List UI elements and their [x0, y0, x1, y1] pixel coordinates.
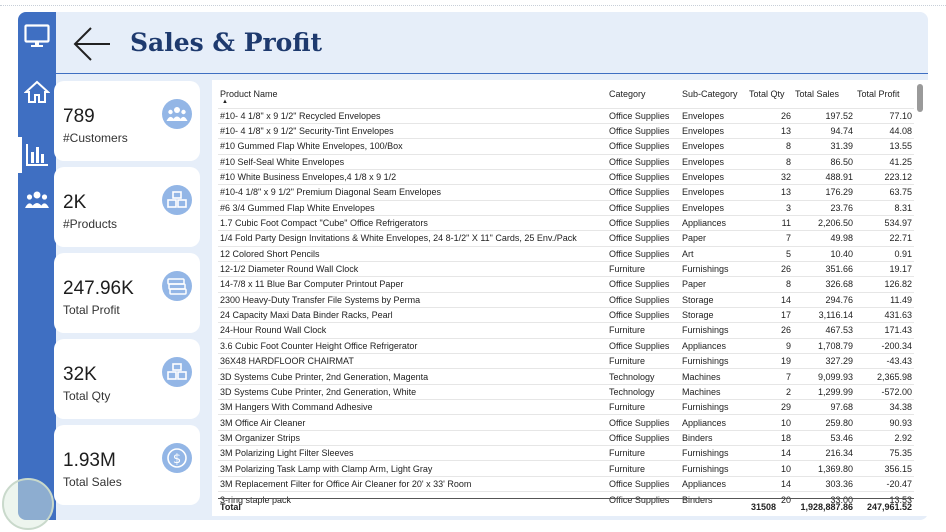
table-cell: 11	[747, 215, 793, 230]
table-cell: 431.63	[855, 307, 914, 322]
table-cell: 14-7/8 x 11 Blue Bar Computer Printout Paper	[218, 277, 607, 292]
nav-rail	[18, 12, 56, 520]
table-cell: #10 Self-Seal White Envelopes	[218, 154, 607, 169]
table-cell: 2300 Heavy-Duty Transfer File Systems by Perma	[218, 292, 607, 307]
table-cell: 12-1/2 Diameter Round Wall Clock	[218, 261, 607, 276]
table-cell: 10	[747, 461, 793, 476]
table-cell: Furnishings	[680, 323, 747, 338]
table-cell: 10.40	[793, 246, 855, 261]
table-cell: Furniture	[607, 323, 680, 338]
table-cell: 327.29	[793, 354, 855, 369]
table-cell: 3	[747, 200, 793, 215]
table-cell: Office Supplies	[607, 123, 680, 138]
table-cell: 44.08	[855, 123, 914, 138]
table-cell: 32	[747, 169, 793, 184]
boxes-icon	[162, 185, 192, 215]
table-cell: 10	[747, 415, 793, 430]
table-cell: 13	[747, 185, 793, 200]
table-cell: Office Supplies	[607, 139, 680, 154]
table-cell: 53.46	[793, 430, 855, 445]
table-cell: 13.55	[855, 139, 914, 154]
table-cell: 19	[747, 354, 793, 369]
table-cell: 3,116.14	[793, 307, 855, 322]
table-cell: -200.34	[855, 338, 914, 353]
table-cell: Furniture	[607, 400, 680, 415]
table-cell: Office Supplies	[607, 200, 680, 215]
table-cell: 534.97	[855, 215, 914, 230]
boxes-icon	[162, 357, 192, 387]
sort-ascending-icon: ▲	[222, 99, 228, 105]
table-cell: 13	[747, 123, 793, 138]
table-cell: Office Supplies	[607, 292, 680, 307]
table-cell: 351.66	[793, 261, 855, 276]
total-qty: 31508	[750, 502, 776, 512]
total-profit: 247,961.52	[866, 502, 912, 512]
monitor-icon	[24, 24, 50, 48]
table-cell: 216.34	[793, 446, 855, 461]
table-row[interactable]	[218, 246, 914, 261]
table-cell: Office Supplies	[607, 185, 680, 200]
table-cell: Machines	[680, 369, 747, 384]
table-cell: #6 3/4 Gummed Flap White Envelopes	[218, 200, 607, 215]
table-row[interactable]	[218, 369, 914, 384]
table-cell: Office Supplies	[607, 169, 680, 184]
table-row[interactable]	[218, 292, 914, 307]
table-cell: 8	[747, 154, 793, 169]
table-cell: 9	[747, 338, 793, 353]
kpi-card-customers	[54, 81, 200, 161]
table-cell: 488.91	[793, 169, 855, 184]
kpi-label: Total Qty	[63, 389, 111, 403]
page-header	[56, 12, 928, 74]
table-cell: #10- 4 1/8" x 9 1/2" Recycled Envelopes	[218, 108, 607, 123]
table-cell: Envelopes	[680, 169, 747, 184]
table-cell: Furnishings	[680, 354, 747, 369]
table-cell: 3M Hangers With Command Adhesive	[218, 400, 607, 415]
product-table	[212, 80, 928, 516]
table-cell: Paper	[680, 277, 747, 292]
table-cell: 126.82	[855, 277, 914, 292]
table-cell: 3.6 Cubic Foot Counter Height Office Refrigerator	[218, 338, 607, 353]
table-row[interactable]	[218, 169, 914, 184]
table-cell: 14	[747, 476, 793, 491]
kpi-value: 32K	[63, 364, 97, 385]
table-cell: 3M Replacement Filter for Office Air Cleaner for 20' x 33' Room	[218, 476, 607, 491]
table-cell: 20	[747, 492, 793, 507]
table-cell: 26	[747, 323, 793, 338]
table-cell: 7	[747, 369, 793, 384]
back-arrow-icon[interactable]	[72, 26, 112, 62]
table-cell: 1/4 Fold Party Design Invitations & White Envelopes, 24 8-1/2" X 11" Cards, 25 Env./Pack	[218, 231, 607, 246]
table-cell: 24 Capacity Maxi Data Binder Racks, Pearl	[218, 307, 607, 322]
table-cell: 26	[747, 261, 793, 276]
table-cell: 23.76	[793, 200, 855, 215]
users-icon	[24, 189, 50, 211]
table-cell: 2.92	[855, 430, 914, 445]
table-row[interactable]	[218, 307, 914, 322]
table-cell: 94.74	[793, 123, 855, 138]
table-cell: Appliances	[680, 338, 747, 353]
kpi-label: Total Profit	[63, 303, 120, 317]
table-cell: 11.49	[855, 292, 914, 307]
column-header-total-qty[interactable]: Total Qty	[749, 89, 785, 99]
table-cell: 3M Office Air Cleaner	[218, 415, 607, 430]
kpi-value: 247.96K	[63, 278, 134, 299]
money-stack-icon	[162, 271, 192, 301]
table-cell: 19.17	[855, 261, 914, 276]
table-cell: 259.80	[793, 415, 855, 430]
column-header-product-name[interactable]: Product Name ▲	[218, 86, 607, 108]
table-cell: -572.00	[855, 384, 914, 399]
table-cell: 3-ring staple pack	[218, 492, 607, 507]
table-row[interactable]	[218, 200, 914, 215]
table-cell: 197.52	[793, 108, 855, 123]
table-cell: Furniture	[607, 461, 680, 476]
table-cell: 26	[747, 108, 793, 123]
column-header-total-profit[interactable]: Total Profit	[857, 89, 900, 99]
table-cell: Binders	[680, 492, 747, 507]
table-cell: Office Supplies	[607, 476, 680, 491]
kpi-value: 2K	[63, 192, 87, 213]
table-cell: Technology	[607, 384, 680, 399]
kpi-card-products	[54, 167, 200, 247]
table-cell: 303.36	[793, 476, 855, 491]
table-row[interactable]	[218, 154, 914, 169]
table-cell: -43.43	[855, 354, 914, 369]
product-table-grid	[218, 86, 914, 507]
table-cell: Technology	[607, 369, 680, 384]
table-cell: 2,206.50	[793, 215, 855, 230]
table-row[interactable]	[218, 323, 914, 338]
table-cell: 49.98	[793, 231, 855, 246]
table-cell: Office Supplies	[607, 231, 680, 246]
table-cell: 171.43	[855, 323, 914, 338]
table-cell: Appliances	[680, 476, 747, 491]
table-row[interactable]	[218, 277, 914, 292]
table-cell: Paper	[680, 231, 747, 246]
table-row[interactable]	[218, 261, 914, 276]
table-cell: 17	[747, 307, 793, 322]
table-cell: 1.7 Cubic Foot Compact "Cube" Office Refrigerators	[218, 215, 607, 230]
table-cell: 77.10	[855, 108, 914, 123]
table-cell: Appliances	[680, 215, 747, 230]
table-cell: Envelopes	[680, 139, 747, 154]
table-cell: 13.53	[855, 492, 914, 507]
table-cell: 326.68	[793, 277, 855, 292]
table-cell: -20.47	[855, 476, 914, 491]
table-cell: Furnishings	[680, 400, 747, 415]
table-row[interactable]	[218, 354, 914, 369]
total-sales: 1,928,887.86	[800, 502, 853, 512]
table-header-row	[218, 86, 914, 108]
table-cell: 90.93	[855, 415, 914, 430]
table-cell: 22.71	[855, 231, 914, 246]
table-row[interactable]	[218, 215, 914, 230]
table-row[interactable]	[218, 231, 914, 246]
table-cell: 31.39	[793, 139, 855, 154]
table-cell: 1,299.99	[793, 384, 855, 399]
table-cell: Furnishings	[680, 261, 747, 276]
total-label: Total	[220, 502, 241, 512]
table-row[interactable]	[218, 185, 914, 200]
table-cell: 12 Colored Short Pencils	[218, 246, 607, 261]
svg-text:$: $	[172, 452, 182, 467]
table-cell: Office Supplies	[607, 430, 680, 445]
nav-item-home[interactable]	[18, 78, 56, 106]
table-cell: Appliances	[680, 415, 747, 430]
vertical-scrollbar[interactable]	[917, 84, 923, 112]
table-cell: 7	[747, 231, 793, 246]
table-cell: 356.15	[855, 461, 914, 476]
table-cell: Furnishings	[680, 446, 747, 461]
table-cell: 2,365.98	[855, 369, 914, 384]
table-cell: Art	[680, 246, 747, 261]
kpi-card-qty	[54, 339, 200, 419]
table-cell: Furniture	[607, 354, 680, 369]
table-cell: 36X48 HARDFLOOR CHAIRMAT	[218, 354, 607, 369]
table-row[interactable]	[218, 415, 914, 430]
table-cell: 1,708.79	[793, 338, 855, 353]
table-row[interactable]	[218, 123, 914, 138]
table-row[interactable]	[218, 476, 914, 491]
table-row[interactable]	[218, 461, 914, 476]
table-cell: Office Supplies	[607, 246, 680, 261]
kpi-value: 789	[63, 106, 95, 127]
kpi-value: 1.93M	[63, 450, 116, 471]
table-cell: 63.75	[855, 185, 914, 200]
table-cell: 467.53	[793, 323, 855, 338]
kpi-label: Total Sales	[63, 475, 122, 489]
kpi-label: #Products	[63, 217, 118, 231]
kpi-card-profit	[54, 253, 200, 333]
table-cell: 41.25	[855, 154, 914, 169]
table-row[interactable]	[218, 446, 914, 461]
kpi-label: #Customers	[63, 131, 128, 145]
table-cell: Envelopes	[680, 154, 747, 169]
table-cell: Office Supplies	[607, 277, 680, 292]
table-cell: 14	[747, 446, 793, 461]
table-row[interactable]	[218, 400, 914, 415]
table-cell: 3D Systems Cube Printer, 2nd Generation, White	[218, 384, 607, 399]
nav-item-charts[interactable]	[18, 140, 56, 170]
table-cell: 8.31	[855, 200, 914, 215]
table-cell: Machines	[680, 384, 747, 399]
column-header-total-sales[interactable]: Total Sales	[795, 89, 840, 99]
table-cell: Envelopes	[680, 185, 747, 200]
table-cell: 176.29	[793, 185, 855, 200]
table-cell: 97.68	[793, 400, 855, 415]
table-cell: #10 Gummed Flap White Envelopes, 100/Box	[218, 139, 607, 154]
table-cell: 0.91	[855, 246, 914, 261]
table-cell: #10 White Business Envelopes,4 1/8 x 9 1/2	[218, 169, 607, 184]
bar-chart-icon	[24, 142, 50, 168]
top-divider	[0, 0, 946, 6]
table-cell: 8	[747, 277, 793, 292]
table-row[interactable]	[218, 108, 914, 123]
table-cell: 8	[747, 139, 793, 154]
home-icon	[24, 80, 50, 104]
table-cell: 3D Systems Cube Printer, 2nd Generation, Magenta	[218, 369, 607, 384]
table-cell: 5	[747, 246, 793, 261]
table-cell: 3M Polarizing Task Lamp with Clamp Arm, Light Gray	[218, 461, 607, 476]
table-cell: Office Supplies	[607, 415, 680, 430]
nav-item-monitor[interactable]	[18, 22, 56, 50]
table-cell: 9,099.93	[793, 369, 855, 384]
table-cell: 294.76	[793, 292, 855, 307]
table-cell: 18	[747, 430, 793, 445]
table-total-row	[218, 498, 914, 514]
column-header-category[interactable]: Category	[609, 89, 646, 99]
table-cell: 223.12	[855, 169, 914, 184]
table-row[interactable]	[218, 384, 914, 399]
table-cell: Storage	[680, 307, 747, 322]
table-cell: Office Supplies	[607, 215, 680, 230]
table-row[interactable]	[218, 139, 914, 154]
table-cell: #10-4 1/8" x 9 1/2" Premium Diagonal Seam Envelopes	[218, 185, 607, 200]
table-cell: Office Supplies	[607, 338, 680, 353]
people-icon	[162, 99, 192, 129]
table-cell: 24-Hour Round Wall Clock	[218, 323, 607, 338]
table-cell: 1,369.80	[793, 461, 855, 476]
table-cell: 86.50	[793, 154, 855, 169]
watermark-logo	[2, 478, 54, 530]
table-cell: 29	[747, 400, 793, 415]
table-cell: #10- 4 1/8" x 9 1/2" Security-Tint Envelopes	[218, 123, 607, 138]
table-cell: Envelopes	[680, 123, 747, 138]
column-header-sub-category[interactable]: Sub-Category	[682, 89, 738, 99]
table-cell: 3M Organizer Strips	[218, 430, 607, 445]
table-cell: Furniture	[607, 261, 680, 276]
table-cell: 34.38	[855, 400, 914, 415]
table-cell: Furnishings	[680, 461, 747, 476]
table-row[interactable]	[218, 430, 914, 445]
table-cell: Binders	[680, 430, 747, 445]
table-cell: 2	[747, 384, 793, 399]
kpi-card-sales	[54, 425, 200, 505]
table-cell: Office Supplies	[607, 492, 680, 507]
page-title: Sales & Profit	[130, 28, 323, 57]
table-cell: Storage	[680, 292, 747, 307]
table-body	[218, 108, 914, 507]
table-cell: 75.35	[855, 446, 914, 461]
table-row[interactable]	[218, 338, 914, 353]
table-cell: Furniture	[607, 446, 680, 461]
table-cell: 14	[747, 292, 793, 307]
table-cell: Office Supplies	[607, 154, 680, 169]
table-cell: Office Supplies	[607, 307, 680, 322]
table-cell: 3M Polarizing Light Filter Sleeves	[218, 446, 607, 461]
table-cell: 33.00	[793, 492, 855, 507]
nav-item-users[interactable]	[18, 186, 56, 214]
table-cell: Office Supplies	[607, 108, 680, 123]
dollar-icon	[162, 443, 192, 473]
table-cell: Envelopes	[680, 108, 747, 123]
table-cell: Envelopes	[680, 200, 747, 215]
